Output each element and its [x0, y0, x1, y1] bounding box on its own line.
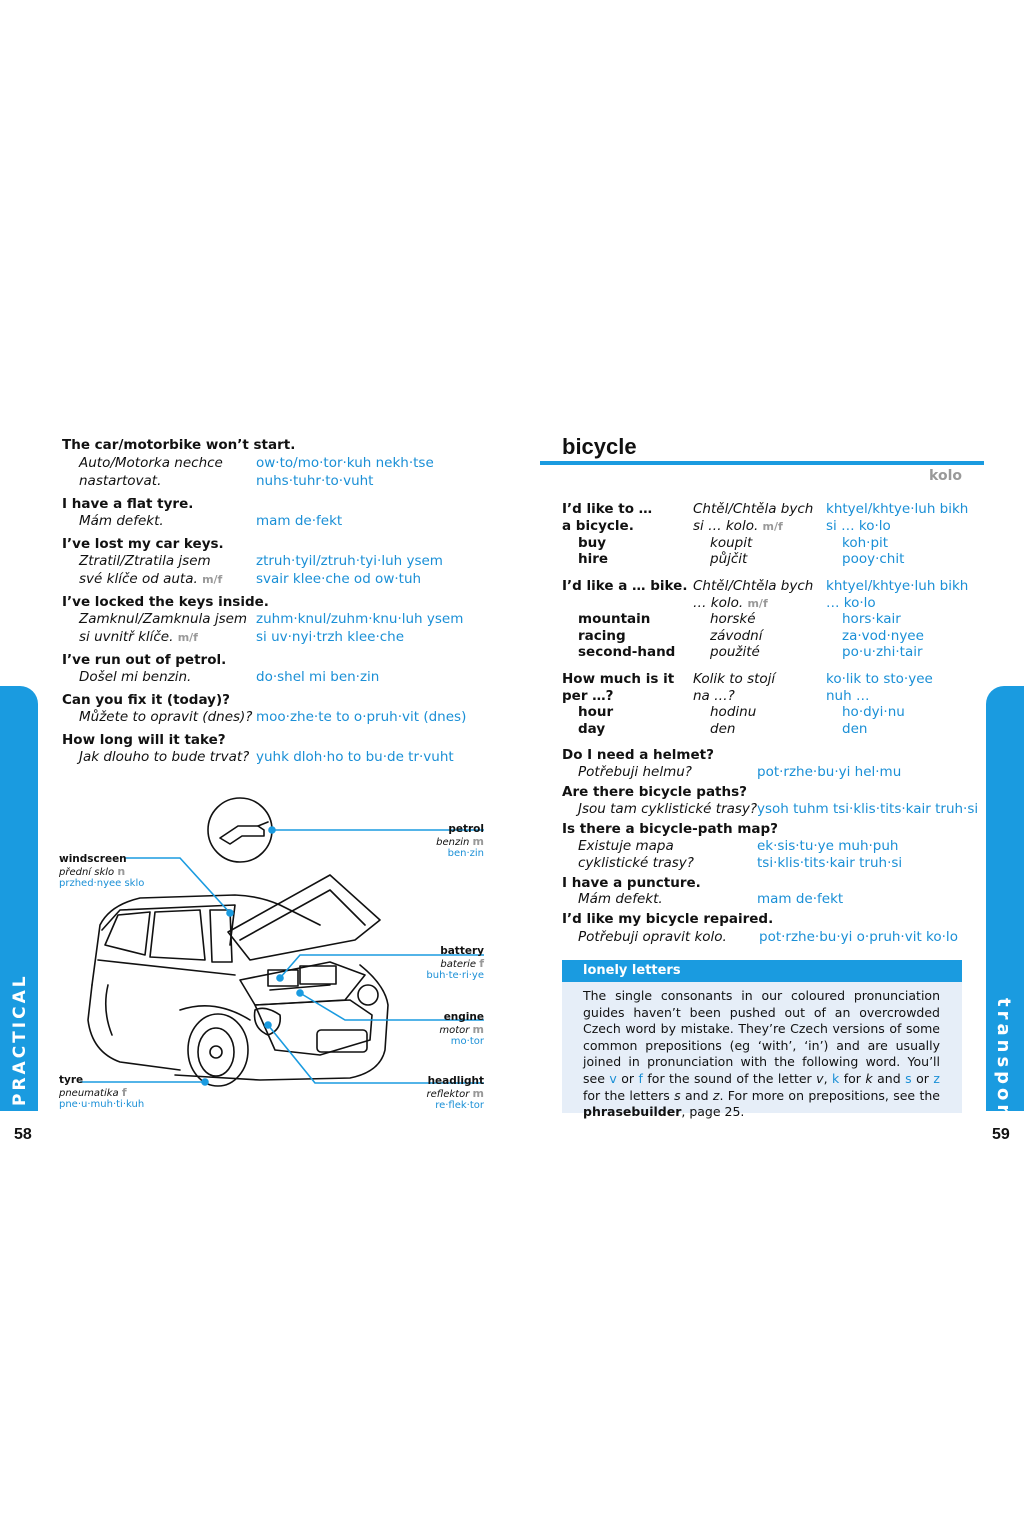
phrase-cz: Potřebuji helmu? [578, 764, 692, 780]
grid-cz: si … kolo. m/f [693, 518, 783, 534]
phrase-pron: mam de·fekt [757, 891, 844, 907]
grid-en: I’d like a … bike. [562, 578, 688, 594]
petrol-nozzle-icon [208, 798, 272, 862]
grid-cz: hodinu [710, 704, 757, 720]
phrase-en: I have a flat tyre. [62, 496, 194, 512]
phrase-en: Do I need a helmet? [562, 747, 714, 763]
phrase-en: Are there bicycle paths? [562, 784, 747, 800]
grid-en: How much is it [562, 671, 675, 687]
grid-pron: koh·pit [842, 535, 889, 551]
info-box-header [562, 960, 962, 982]
phrase-pron: svair klee·che od ow·tuh [256, 571, 422, 587]
phrase-pron: zuhm·knul/zuhm·knu·luh ysem [256, 611, 464, 627]
phrase-pron: ysoh tuhm tsi·klis·tits·kair truh·si [757, 801, 979, 817]
grid-pron: pooy·chit [842, 551, 905, 567]
phrase-pron: do·shel mi ben·zin [256, 669, 380, 685]
phrase-en: I’ve locked the keys inside. [62, 594, 269, 610]
grid-cz: koupit [710, 535, 753, 551]
phrase-cz: Ztratil/Ztratila jsem [79, 553, 211, 569]
phrase-cz: Mám defekt. [578, 891, 663, 907]
label-battery: battery baterie f buh·te·ri·ye [426, 945, 484, 981]
phrase-pron: moo·zhe·te to o·pruh·vit (dnes) [256, 709, 467, 725]
title-rule [540, 461, 984, 465]
info-box-title: lonely letters [583, 963, 681, 978]
phrasebuilder-link[interactable]: phrasebuilder [583, 1104, 682, 1120]
grid-pron: za·vod·nyee [842, 628, 924, 644]
grid-en: mountain [578, 611, 651, 627]
phrase-cz: Jsou tam cyklistické trasy? [578, 801, 758, 817]
label-engine: engine motor m mo·tor [439, 1011, 484, 1047]
grid-cz: Chtěl/Chtěla bych [693, 578, 814, 594]
grid-en: day [578, 721, 606, 737]
grid-pron: nuh … [826, 688, 870, 704]
grid-en: a bicycle. [562, 518, 634, 534]
page-number: 58 [14, 1126, 32, 1143]
label-tyre: tyre pneumatika f pne·u·muh·ti·kuh [59, 1074, 145, 1110]
phrase-en: Is there a bicycle-path map? [562, 821, 778, 837]
grid-pron: den [842, 721, 868, 737]
phrase-pron: ztruh·tyil/ztruh·tyi·luh ysem [256, 553, 443, 569]
grid-cz: Chtěl/Chtěla bych [693, 501, 814, 517]
grid-pron: ko·lik to sto·yee [826, 671, 933, 687]
label-windscreen: windscreen přední sklo n przhed·nyee sklo [59, 853, 145, 889]
grid-pron: si … ko·lo [826, 518, 891, 534]
grid-en: hour [578, 704, 614, 720]
page-number: 59 [992, 1126, 1010, 1143]
section-tab-label: PRACTICAL [10, 973, 30, 1106]
phrase-pron: pot·rzhe·bu·yi o·pruh·vit ko·lo [759, 929, 958, 945]
grid-cz: horské [710, 611, 756, 627]
grid-pron: khtyel/khtye·luh bikh [826, 501, 969, 517]
gender-marker: m/f [202, 573, 223, 586]
phrase-pron: tsi·klis·tits·kair truh·si [757, 855, 903, 871]
grid-en: hire [578, 551, 609, 567]
phrase-cz: si uvnitř klíče. m/f [79, 629, 198, 645]
phrase-cz: cyklistické trasy? [578, 855, 694, 871]
gender-marker: m/f [747, 597, 768, 610]
grid-cz: den [710, 721, 736, 737]
grid-en: second-hand [578, 644, 676, 660]
phrase-cz: Existuje mapa [578, 838, 674, 854]
phrase-pron: pot·rzhe·bu·yi hel·mu [757, 764, 902, 780]
grid-pron: ho·dyi·nu [842, 704, 905, 720]
grid-en: racing [578, 628, 626, 644]
phrase-pron: ek·sis·tu·ye muh·puh [757, 838, 899, 854]
phrase-pron: si uv·nyi·trzh klee·che [256, 629, 405, 645]
phrase-cz: Můžete to opravit (dnes)? [79, 709, 253, 725]
label-headlight: headlight reflektor m re·flek·tor [426, 1075, 484, 1111]
grid-en: buy [578, 535, 607, 551]
section-subtitle: kolo [929, 468, 962, 484]
phrase-pron: nuhs·tuhr·to·vuht [256, 473, 374, 489]
phrase-en: How long will it take? [62, 732, 226, 748]
grid-cz: půjčit [710, 551, 748, 567]
phrase-en: Can you fix it (today)? [62, 692, 230, 708]
grid-cz: závodní [710, 628, 763, 644]
section-tab-transport[interactable] [986, 686, 1024, 1130]
grid-cz: na …? [693, 688, 735, 704]
phrase-pron: yuhk dloh·ho to bu·de tr·vuht [256, 749, 454, 765]
gender-marker: m/f [762, 520, 783, 533]
phrase-pron: mam de·fekt [256, 513, 343, 529]
phrase-cz: Mám defekt. [79, 513, 164, 529]
grid-cz: Kolik to stojí [693, 671, 776, 687]
grid-pron: … ko·lo [826, 595, 876, 611]
phrase-cz: Jak dlouho to bude trvat? [79, 749, 250, 765]
section-tab-practical[interactable] [0, 686, 38, 1111]
grid-pron: hors·kair [842, 611, 901, 627]
phrase-cz: Auto/Motorka nechce [79, 455, 223, 471]
phrase-en: I have a puncture. [562, 875, 701, 891]
grid-en: per …? [562, 688, 614, 704]
phrase-en: I’ve run out of petrol. [62, 652, 227, 668]
phrase-en: I’d like my bicycle repaired. [562, 911, 774, 927]
phrase-en: The car/motorbike won’t start. [62, 437, 296, 453]
phrase-pron: ow·to/mo·tor·kuh nekh·tse [256, 455, 434, 471]
phrase-cz: Zamknul/Zamknula jsem [79, 611, 248, 627]
phrase-cz: své klíče od auta. m/f [79, 571, 223, 587]
section-tab-label: transport [993, 998, 1014, 1130]
phrase-cz: Došel mi benzin. [79, 669, 192, 685]
grid-cz: … kolo. m/f [693, 595, 768, 611]
phrase-cz: Potřebuji opravit kolo. [578, 929, 727, 945]
grid-cz: použité [710, 644, 760, 660]
phrase-en: I’ve lost my car keys. [62, 536, 224, 552]
info-box-text: The single consonants in our coloured pronunciation guides haven’t been pushed out of an overcrowded Czech word by mistake. They’re Czech versions of some common prepositions (eg ‘with’, ‘in’) and are usually joined in pronunciation with the following word. You’ll see v or f for the sound of the letter v, k for k and s or z for the letters s and z. For more on prepositions, see the phrasebuilder, page 25. [583, 988, 940, 1120]
grid-pron: khtyel/khtye·luh bikh [826, 578, 969, 594]
grid-en: I’d like to … [562, 501, 653, 517]
gender-marker: m/f [177, 631, 198, 644]
grid-pron: po·u·zhi·tair [842, 644, 923, 660]
section-title: bicycle [562, 434, 637, 459]
phrase-cz: nastartovat. [79, 473, 162, 489]
label-petrol: petrol benzin m ben·zin [436, 823, 484, 859]
